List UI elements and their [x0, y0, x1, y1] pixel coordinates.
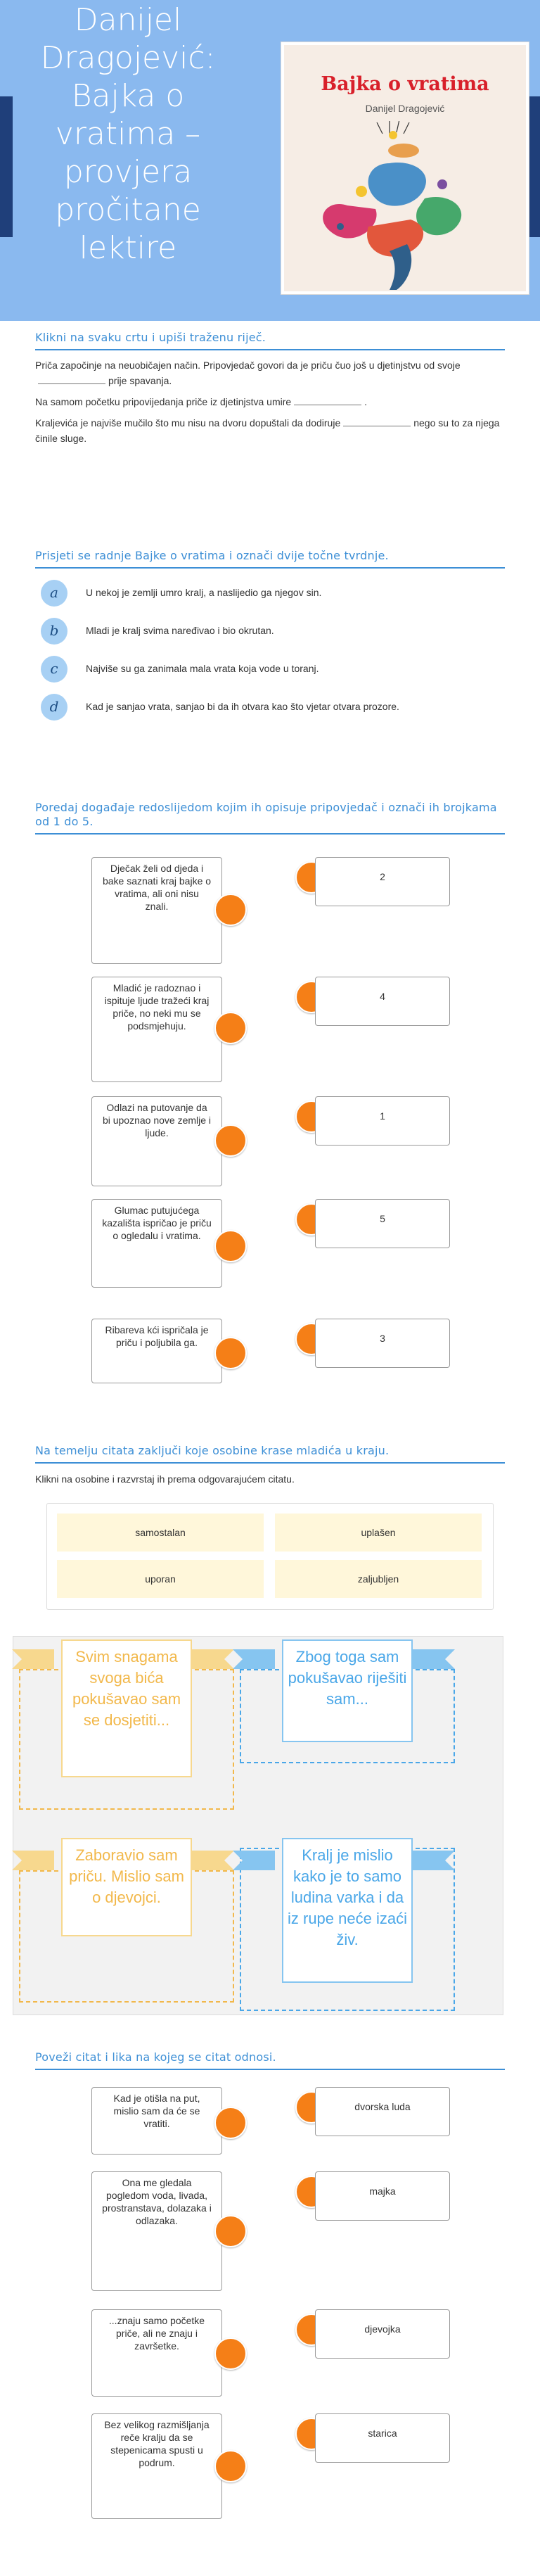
- option-text[interactable]: Kad je sanjao vrata, sanjao bi da ih otvara kao što vjetar otvara prozore.: [86, 701, 399, 712]
- question-multiple-choice: [35, 549, 505, 760]
- connector-dot[interactable]: [214, 1337, 247, 1369]
- number-card[interactable]: 1: [315, 1096, 450, 1146]
- trait-item[interactable]: samostalan: [57, 1514, 264, 1552]
- trait-item[interactable]: uporan: [57, 1560, 264, 1598]
- question-instruction: Poredaj događaje redoslijedom kojim ih opisuje pripovjedač i označi ih brojkama od 1 do 5.: [35, 801, 497, 828]
- question-instruction: Prisjeti se radnje Bajke o vratima i označi dvije točne tvrdnje.: [35, 549, 389, 562]
- option-text[interactable]: U nekoj je zemlji umro kralj, a naslijedio ga njegov sin.: [86, 587, 322, 598]
- event-card[interactable]: Glumac putujućega kazališta ispričao je priču o ogledalu i vratima.: [91, 1199, 222, 1288]
- connector-dot[interactable]: [214, 2450, 247, 2482]
- number-card[interactable]: 2: [315, 857, 450, 906]
- event-card[interactable]: Odlazi na putovanje da bi upoznao nove zemlje i ljude.: [91, 1096, 222, 1186]
- book-cover: [281, 42, 529, 294]
- event-card[interactable]: Dječak želi od djeda i bake saznati kraj bajke o vratima, ali oni nisu znali.: [91, 857, 222, 964]
- option-d[interactable]: [35, 692, 505, 733]
- trait-item[interactable]: uplašen: [275, 1514, 482, 1552]
- quote-card[interactable]: ...znaju samo početke priče, ali ne znaju i završetke.: [91, 2309, 222, 2397]
- sentence-text: prije spavanja.: [108, 375, 172, 386]
- number-card[interactable]: 3: [315, 1319, 450, 1368]
- connector-dot[interactable]: [214, 2215, 247, 2247]
- option-b[interactable]: [35, 616, 505, 647]
- option-badge[interactable]: b: [41, 618, 68, 645]
- number-card[interactable]: 4: [315, 977, 450, 1026]
- sentence-text: .: [364, 396, 368, 407]
- question-fill-blanks: [35, 331, 505, 504]
- trait-item[interactable]: zaljubljen: [275, 1560, 482, 1598]
- decorative-band-left: [0, 96, 13, 237]
- cover-author: Danijel Dragojević: [365, 103, 445, 114]
- divider: [35, 833, 505, 835]
- page-title: Danijel Dragojević: Bajka o vratima – provjera pročitane lektire: [40, 2, 216, 266]
- blank-input[interactable]: [294, 395, 361, 405]
- question-instruction: Poveži citat i lika na kojeg se citat odnosi.: [35, 2050, 276, 2064]
- character-card[interactable]: dvorska luda: [315, 2087, 450, 2136]
- quote-card[interactable]: Ona me gledala pogledom voda, livada, prostranstava, dolazaka i odlazaka.: [91, 2171, 222, 2291]
- connector-dot[interactable]: [214, 1124, 247, 1157]
- quote-card[interactable]: Bez velikog razmišljanja reče kralju da se stepenicama spusti u podrum.: [91, 2413, 222, 2519]
- character-card[interactable]: starica: [315, 2413, 450, 2463]
- option-badge[interactable]: d: [41, 694, 68, 721]
- connector-dot[interactable]: [214, 894, 247, 926]
- option-text[interactable]: Najviše su ga zanimala mala vrata koja vode u toranj.: [86, 663, 319, 674]
- option-badge[interactable]: a: [41, 580, 68, 607]
- sorting-area: [13, 1636, 503, 2015]
- fill-text: [35, 357, 505, 446]
- divider: [35, 567, 505, 569]
- traits-pool: [46, 1503, 494, 1610]
- connector-dot[interactable]: [214, 1012, 247, 1044]
- character-card[interactable]: djevojka: [315, 2309, 450, 2359]
- divider: [35, 349, 505, 350]
- sentence-text: Na samom početku pripovijedanja priče iz djetinjstva umire: [35, 396, 292, 407]
- question-instruction: Na temelju citata zaključi koje osobine krase mladića u kraju.: [35, 1444, 390, 1457]
- connector-dot[interactable]: [214, 2107, 247, 2139]
- quote-card: Zbog toga sam pokušavao riješiti sam...: [282, 1639, 413, 1742]
- divider: [35, 1462, 505, 1464]
- sentence-text: Kraljevića je najviše mučilo što mu nisu na dvoru dopuštali da dodiruje: [35, 417, 341, 429]
- quote-card: Zaboravio sam priču. Mislio sam o djevojci.: [61, 1838, 192, 1936]
- event-card[interactable]: Ribareva kći ispričala je priču i poljubila ga.: [91, 1319, 222, 1383]
- cover-illustration: [284, 121, 526, 290]
- event-card[interactable]: Mladić je radoznao i ispituje ljude tražeći kraj priče, no neki mu se podsmjehuju.: [91, 977, 222, 1082]
- option-a[interactable]: [35, 578, 505, 609]
- option-text[interactable]: Mladi je kralj svima naređivao i bio okrutan.: [86, 625, 274, 636]
- character-card[interactable]: majka: [315, 2171, 450, 2221]
- blank-input[interactable]: [343, 416, 411, 426]
- number-card[interactable]: 5: [315, 1199, 450, 1248]
- blank-input[interactable]: [38, 374, 105, 384]
- option-c[interactable]: [35, 654, 505, 685]
- quote-card: Svim snagama svoga bića pokušavao sam se dosjetiti...: [61, 1639, 192, 1777]
- sentence-text: Priča započinje na neuobičajen način. Pripovjedač govori da je priču čuo još u djetinjstvu od svoje: [35, 360, 461, 371]
- question-instruction: Klikni na svaku crtu i upiši traženu riječ.: [35, 331, 266, 344]
- connector-dot[interactable]: [214, 2337, 247, 2370]
- quote-card: Kralj je mislio kako je to samo ludina varka i da iz rupe neće izaći živ.: [282, 1838, 413, 1983]
- quote-card[interactable]: Kad je otišla na put, mislio sam da će se vratiti.: [91, 2087, 222, 2155]
- question-subinstruction: Klikni na osobine i razvrstaj ih prema odgovarajućem citatu.: [35, 1473, 295, 1485]
- option-badge[interactable]: c: [41, 656, 68, 683]
- decorative-band-right: [527, 96, 540, 237]
- cover-title: Bajka o vratima: [321, 73, 489, 95]
- divider: [35, 2069, 505, 2070]
- sentence-text: nego su to za njega činile sluge.: [35, 417, 500, 444]
- connector-dot[interactable]: [214, 1230, 247, 1262]
